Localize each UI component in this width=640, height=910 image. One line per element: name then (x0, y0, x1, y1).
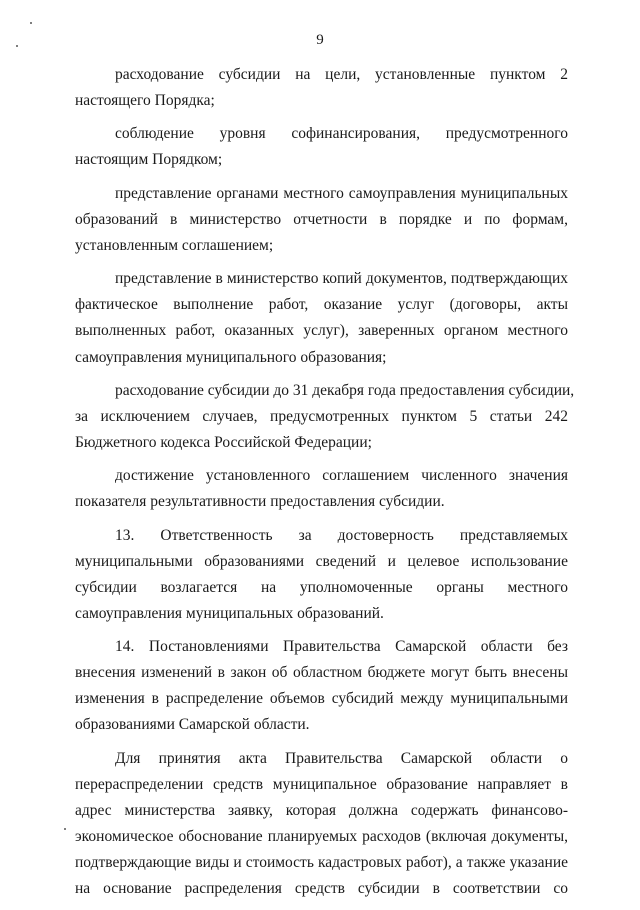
text-line: установленным соглашением; (75, 236, 274, 254)
text-line: 14. Постановлениями Правительства Самарской области без (115, 638, 568, 656)
text-line: достижение установленного соглашением численного значения (115, 467, 568, 485)
text-line: представление в министерство копий документов, подтверждающих (115, 270, 568, 288)
text-line: фактическое выполнение работ, оказание услуг (договоры, акты (75, 296, 568, 314)
text-line: самоуправления муниципальных образований. (75, 604, 384, 622)
text-line: на основание распределения средств субсидии в соответствии со (75, 880, 568, 898)
scan-speck (64, 828, 66, 830)
paragraph (75, 463, 568, 515)
paragraph (75, 62, 568, 114)
text-line: внесения изменений в закон об областном бюджете могут быть внесены (75, 664, 568, 682)
text-line: подтверждающие виды и стоимость кадастровых работ), а также указание (75, 854, 568, 872)
scan-speck (30, 22, 32, 24)
text-line: образованиями Самарской области. (75, 716, 310, 734)
text-line: Для принятия акта Правительства Самарской области о (115, 749, 568, 767)
text-line: 13. Ответственность за достоверность представляемых (115, 526, 568, 544)
scan-speck (16, 45, 18, 47)
text-line: настоящего Порядка; (75, 92, 215, 110)
text-line: представление органами местного самоуправления муниципальных (115, 184, 568, 202)
text-line: перераспределении средств муниципальное образование направляет в (75, 775, 568, 793)
paragraph (75, 181, 568, 259)
text-line: экономическое обоснование планируемых расходов (включая документы, (75, 828, 568, 846)
text-line: настоящим Порядком; (75, 151, 223, 169)
page-number: 9 (316, 32, 324, 48)
paragraph (75, 523, 568, 627)
paragraph (75, 634, 568, 738)
text-line: самоуправления муниципального образования; (75, 348, 387, 366)
text-line: изменения в распределение объемов субсидий между муниципальными (75, 690, 568, 708)
paragraph (75, 266, 568, 370)
text-line: адрес министерства заявку, которая должна содержать финансово- (75, 801, 568, 819)
text-line: за исключением случаев, предусмотренных пунктом 5 статьи 242 (75, 407, 568, 425)
text-line: расходование субсидии на цели, установленные пунктом 2 (115, 66, 568, 83)
text-line: Бюджетного кодекса Российской Федерации; (75, 433, 372, 451)
text-line: муниципальными образованиями сведений и целевое использование (75, 552, 568, 570)
paragraph (75, 121, 568, 173)
text-line: расходование субсидии до 31 декабря года предоставления субсидии, (115, 381, 575, 399)
text-line: показателя результативности предоставления субсидии. (75, 493, 445, 511)
text-line: образований в министерство отчетности в порядке и по формам, (75, 210, 568, 228)
text-line: соблюдение уровня софинансирования, предусмотренного (115, 125, 568, 143)
paragraph (75, 378, 575, 456)
text-line: субсидии возлагается на уполномоченные органы местного (75, 578, 568, 596)
text-line: выполненных работ, оказанных услуг), заверенных органом местного (75, 322, 568, 340)
document-body (75, 62, 575, 910)
paragraph (75, 746, 568, 903)
